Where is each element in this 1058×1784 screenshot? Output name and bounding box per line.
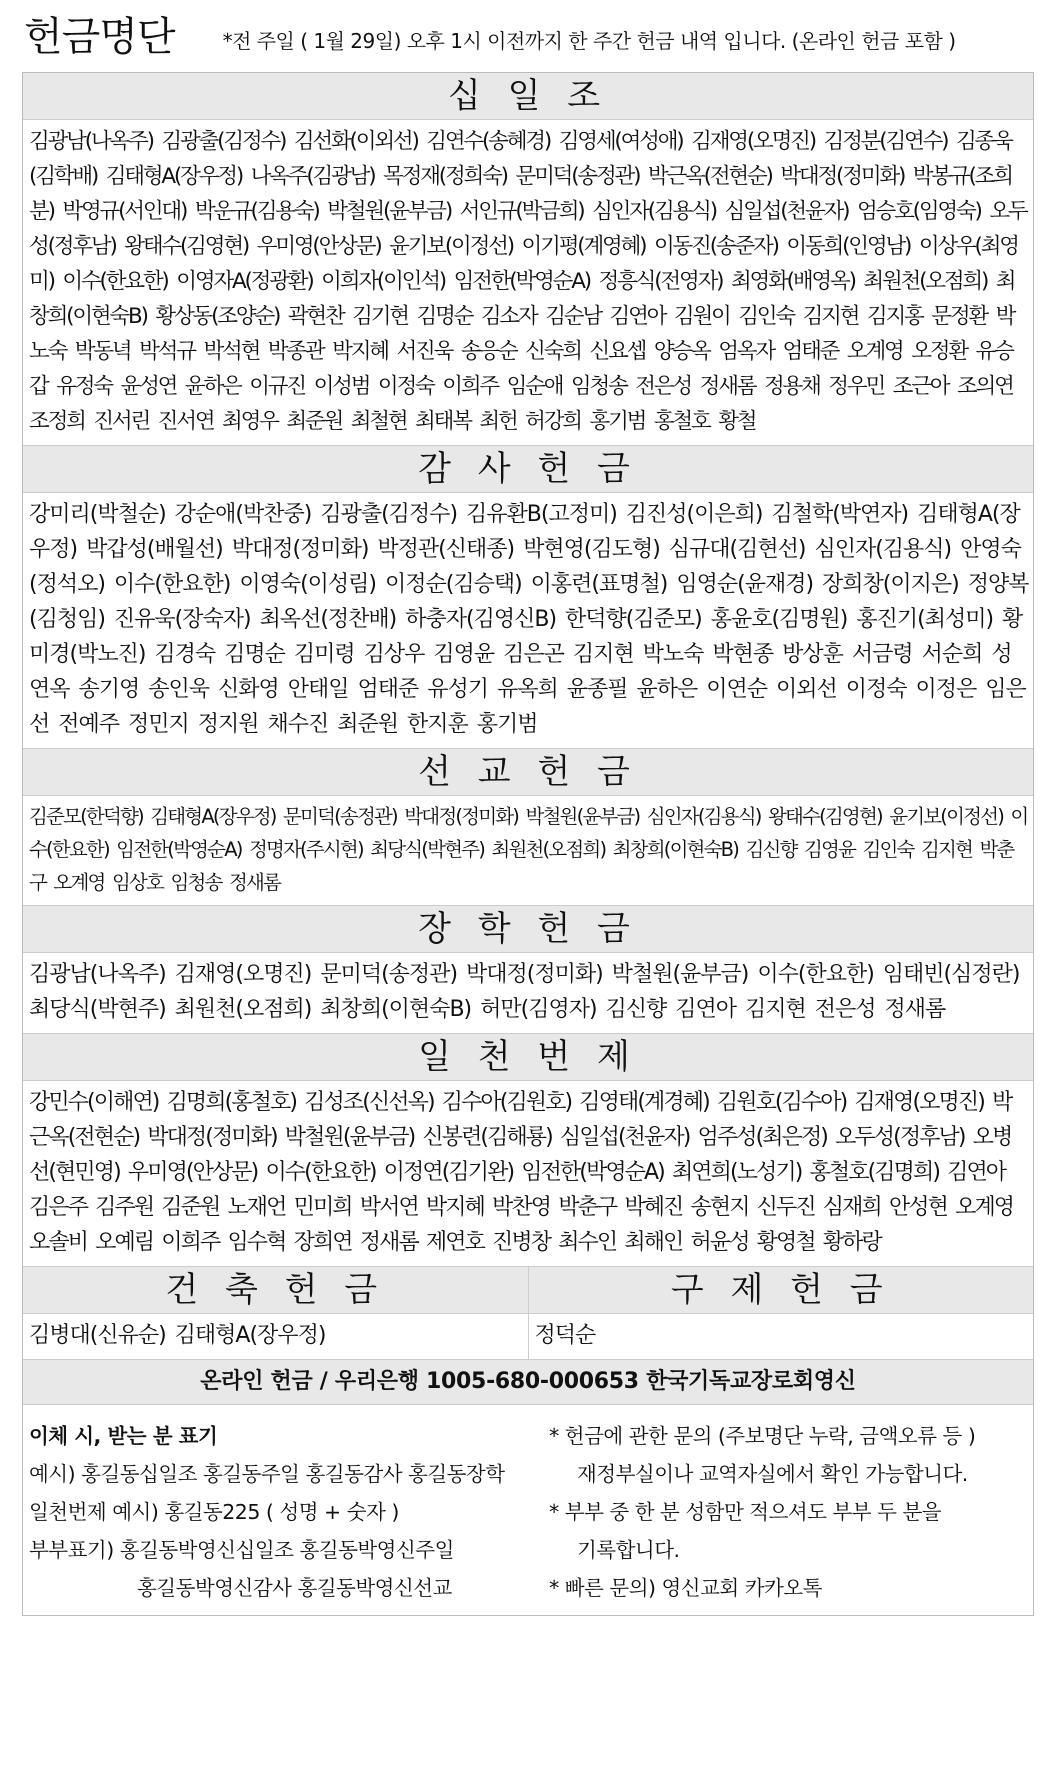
tithe-names: 김광남(나옥주) 김광출(김정수) 김선화(이외선) 김연수(송혜경) 김영세(여성애) 김재영(오명진) 김정분(김연수) 김종욱(김학배) 김태형A(장우정) 나옥주(김광남) 목정재(정희숙) 문미덕(송정관) 박근옥(전현순) 박대정(정미화) 박봉규(조희분) 박영규(서인대) 박운규(김용숙) 박철원(윤부금) 서인규(박금희) 심인자(김용식) 심일섭(천윤자) 엄승호(임영숙) 오두성(정후남) 왕태수(김영현) 우미영(안상문) 윤기보(이정선) 이기평(계영혜) 이동진(송준자) 이동희(인영남) 이상우(최영미) 이수(한요한) 이영자A(정광환) 이희자(이인석) 임전한(박영순A) 정흥식(전영자) 최영화(배영옥) 최원천(오점희) 최창희(이현숙B) 황상동(조양순) 곽현찬 김기현 김명순 김소자 김순남 김연아 김원이 김인숙 김지현 김지홍 문정환 박노숙 박동녁 박석규 박석현 박종관 박지혜 서진욱 송응순 신숙희 신요셉 양승옥 엄옥자 엄태준 오계영 오정환 유승갑 유정숙 윤성연 윤하은 이규진 이성범 이정숙 이희주 임순애 임청송 전은성 정새롬 정용채 정우민 조근아 조의연 조정희 진서린 진서연 최영우 최준원 최철현 최태복 최헌 허강희 홍기범 홍철호 황철 — [29, 129, 1027, 434]
online-account-bar: 온라인 헌금 / 우리은행 1005-680-000653 한국기독교장로회영신 — [23, 1359, 1033, 1405]
mission-heading: 선 교 헌 금 — [23, 748, 1033, 796]
thousand-names: 강민수(이해연) 김명희(홍철호) 김성조(신선옥) 김수아(김원호) 김영태(계경혜) 김원호(김수아) 김재영(오명진) 박근옥(전현순) 박대정(정미화) 박철원(윤부금) 신봉련(김해룡) 심일섭(천윤자) 엄주성(최은정) 오두성(정후남) 오병선(현민영) 우미영(안상문) 이수(한요한) 이정연(김기완) 임전한(박영순A) 최연희(노성기) 홍철호(김명희) 김연아 김은주 김주원 김준원 노재언 민미희 박서연 박지혜 박찬영 박춘구 박혜진 송현지 신두진 심재희 안성현 오계영 오솔비 오예림 이희주 임수혁 장희연 정새롬 제연호 진병창 최수인 최해인 허윤성 황영철 황하랑 — [29, 1090, 1014, 1255]
guide-example-2: 일천번제 예시) 홍길동225 ( 성명 + 숫자 ) — [29, 1500, 399, 1524]
thanks-names: 강미리(박철순) 강순애(박찬중) 김광출(김정수) 김유환B(고정미) 김진성(이은희) 김철학(박연자) 김태형A(장우정) 박갑성(배월선) 박대정(정미화) 박정관(신태종) 박현영(김도형) 심규대(김현선) 심인자(김용식) 안영숙(정석오) 이수(한요한) 이영숙(이성림) 이정순(김승택) 이홍련(표명철) 임영순(윤재경) 장희창(이지은) 정양복(김청임) 진유욱(장숙자) 최옥선(정찬배) 하충자(김영신B) 한덕향(김준모) 홍윤호(김명원) 홍진기(최성미) 황미경(박노진) 김경숙 김명순 김미령 김상우 김영윤 김은곤 김지현 박노숙 박현종 방상훈 서금령 서순희 성연옥 송기영 송인욱 신화영 안태일 엄태준 유성기 유옥희 윤종필 윤하은 이연순 이외선 이정숙 이정은 임은선 전예주 정민지 정지원 채수진 최준원 한지훈 홍기범 — [29, 502, 1029, 737]
transfer-naming-guide — [29, 1417, 549, 1607]
note-2-cont: 기록합니다. — [577, 1538, 680, 1562]
tithe-heading: 십 일 조 — [23, 73, 1033, 120]
inquiry-notes — [549, 1417, 1029, 1607]
header-note: *전 주일 ( 1월 29일) 오후 1시 이전까지 한 주간 헌금 내역 입니다. (온라인 헌금 포함 ) — [222, 29, 956, 53]
note-1: * 헌금에 관한 문의 (주보명단 누락, 금액오류 등 ) — [549, 1424, 976, 1448]
thousand-heading: 일 천 번 제 — [23, 1033, 1033, 1081]
page-title: 헌금명단 — [24, 14, 175, 60]
building-column — [23, 1266, 529, 1359]
header — [0, 0, 1058, 68]
relief-names: 정덕순 — [534, 1323, 596, 1348]
relief-heading: 구 제 헌 금 — [529, 1266, 1034, 1314]
guide-example-4: 홍길동박영신감사 홍길동박영신선교 — [137, 1576, 452, 1600]
mission-names: 김준모(한덕향) 김태형A(장우정) 문미덕(송정관) 박대정(정미화) 박철원(윤부금) 심인자(김용식) 왕태수(김영현) 윤기보(이정선) 이수(한요한) 임전한(박영순A) 정명자(주시현) 최당식(박현주) 최원천(오점희) 최창희(이현숙B) 김신향 김영윤 김인숙 김지현 박춘구 오계영 임상호 임청송 정새롬 — [29, 805, 1028, 894]
building-heading: 건 축 헌 금 — [23, 1266, 528, 1314]
transfer-instructions — [23, 1405, 1033, 1615]
guide-title: 이체 시, 받는 분 표기 — [29, 1424, 218, 1448]
note-3: * 빠른 문의) 영신교회 카카오톡 — [549, 1576, 822, 1600]
scholarship-names: 김광남(나옥주) 김재영(오명진) 문미덕(송정관) 박대정(정미화) 박철원(윤부금) 이수(한요한) 임태빈(심정란) 최당식(박현주) 최원천(오점희) 최창희(이현숙B) 허만(김영자) 김신향 김연아 김지현 전은성 정새롬 — [29, 962, 1020, 1022]
guide-example-1: 예시) 홍길동십일조 홍길동주일 홍길동감사 홍길동장학 — [29, 1462, 505, 1486]
building-names: 김병대(신유순) 김태형A(장우정) — [29, 1323, 326, 1348]
guide-example-3: 부부표기) 홍길동박영신십일조 홍길동박영신주일 — [29, 1538, 454, 1562]
note-1-cont: 재정부실이나 교역자실에서 확인 가능합니다. — [577, 1462, 968, 1486]
scholarship-heading: 장 학 헌 금 — [23, 905, 1033, 953]
building-relief-row — [23, 1266, 1033, 1359]
thanks-heading: 감 사 헌 금 — [23, 445, 1033, 493]
note-2: * 부부 중 한 분 성함만 적으셔도 부부 두 분을 — [549, 1500, 942, 1524]
relief-column — [529, 1266, 1034, 1359]
offering-table — [22, 72, 1034, 1616]
